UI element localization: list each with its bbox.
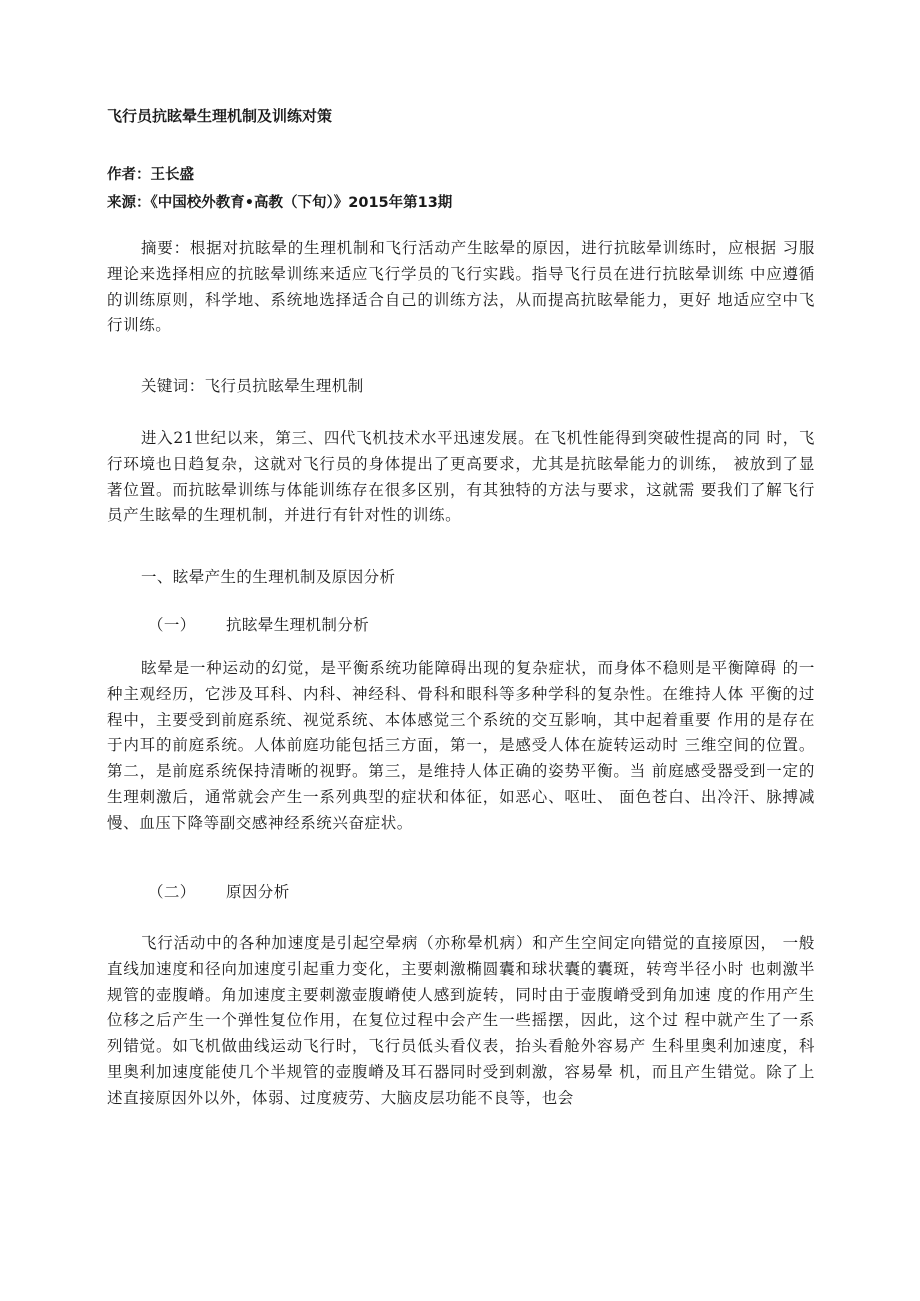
section-heading: 一、眩晕产生的生理机制及原因分析 [141, 568, 396, 586]
article-source: 来源：《中国校外教育•高教（下旬）》2015年第13期 [107, 195, 453, 211]
subsection-title: 抗眩晕生理机制分析 [226, 616, 370, 634]
mechanism-paragraph: 眩晕是一种运动的幻觉，是平衡系统功能障碍出现的复杂症状，而身体不稳则是平衡障碍 的一种主观经历，它涉及耳科、内科、神经科、骨科和眼科等多种学科的复杂性。在维持人体 平衡的过程中，主要受到前庭系统、视觉系统、本体感觉三个系统的交互影响，其中起着重要 作用的是存在于内耳的前庭系统。人体前庭功能包括三方面，第一，是感受人体在旋转运动时 三维空间的位置。第二，是前庭系统保持清晰的视野。第三，是维持人体正确的姿势平衡。当 前庭感受器受到一定的生理刺激后，通常就会产生一系列典型的症状和体征，如恶心、呕吐、 面色苍白、出冷汗、脉搏减慢、血压下降等副交感神经系统兴奋症状。 [107, 659, 815, 832]
keywords-line: 关键词：飞行员抗眩晕生理机制 [141, 377, 364, 395]
subsection-number: （二） [148, 883, 196, 901]
subsection-number: （一） [148, 616, 196, 634]
article-author: 作者：王长盛 [107, 167, 194, 183]
article-title: 飞行员抗眩晕生理机制及训练对策 [107, 107, 333, 125]
intro-paragraph: 进入21世纪以来，第三、四代飞机技术水平迅速发展。在飞机性能得到突破性提高的同 时，飞行环境也日趋复杂，这就对飞行员的身体提出了更高要求，尤其是抗眩晕能力的训练， 被放到了显著位置。而抗眩晕训练与体能训练存在很多区别，有其独特的方法与要求，这就需 要我们了解飞行员产生眩晕的生理机制，并进行有针对性的训练。 [107, 429, 815, 525]
abstract-paragraph: 摘要：根据对抗眩晕的生理机制和飞行活动产生眩晕的原因，进行抗眩晕训练时，应根据 习服理论来选择相应的抗眩晕训练来适应飞行学员的飞行实践。指导飞行员在进行抗眩晕训练 中应遵循的训练原则，科学地、系统地选择适合自己的训练方法，从而提高抗眩晕能力，更好 地适应空中飞行训练。 [107, 239, 815, 335]
subsection-title: 原因分析 [226, 883, 290, 901]
cause-paragraph: 飞行活动中的各种加速度是引起空晕病（亦称晕机病）和产生空间定向错觉的直接原因， 一般直线加速度和径向加速度引起重力变化，主要刺激椭圆囊和球状囊的囊斑，转弯半径小时 也刺激半规管的壶腹嵴。角加速度主要刺激壶腹嵴使人感到旋转，同时由于壶腹嵴受到角加速 度的作用产生位移之后产生一个弹性复位作用，在复位过程中会产生一些摇摆，因此，这个过 程中就产生了一系列错觉。如飞机做曲线运动飞行时，飞行员低头看仪表，抬头看舱外容易产 生科里奥利加速度，科里奥利加速度能使几个半规管的壶腹嵴及耳石器同时受到刺激，容易晕 机，而且产生错觉。除了上述直接原因外以外，体弱、过度疲劳、大脑皮层功能不良等，也会 [107, 934, 815, 1107]
